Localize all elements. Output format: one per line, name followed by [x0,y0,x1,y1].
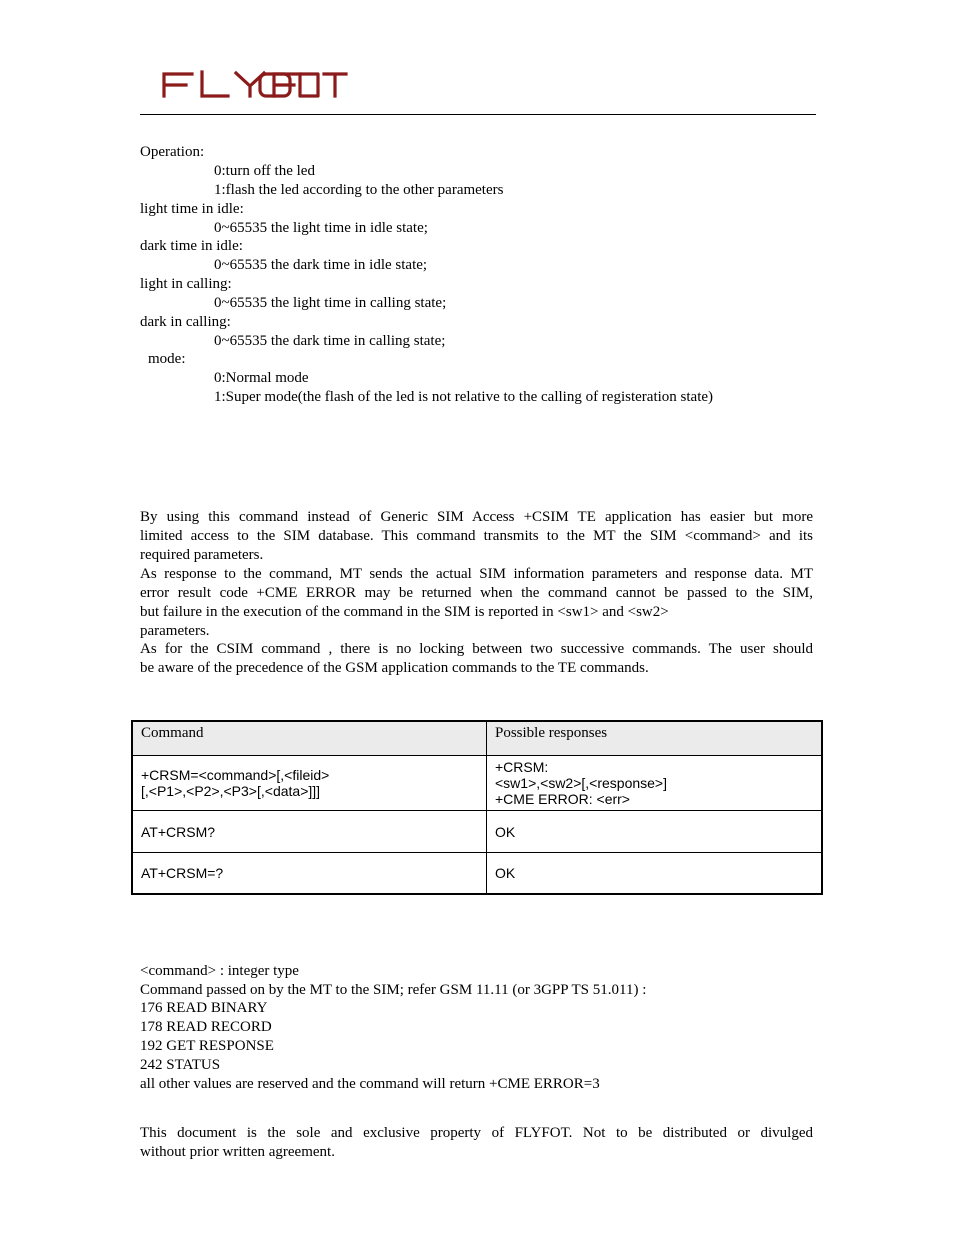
defined-value-line: 176 READ BINARY [140,1000,268,1016]
defined-value-line: 192 GET RESPONSE [140,1038,274,1054]
cell-line: <sw1>,<sw2>[,<response>] [495,775,667,791]
table-row [132,756,822,811]
parameter-line: Operation: [140,144,205,160]
table-row [132,853,822,894]
parameter-line: 0~65535 the light time in idle state; [214,220,428,236]
cell-line: +CRSM: [495,759,549,775]
parameter-line: 0:turn off the led [214,163,315,179]
flyfot-logo-tail [296,64,350,104]
command-cell: AT+CRSM? [132,811,487,853]
command-cell: AT+CRSM=? [132,853,487,894]
text-line: limited access to the SIM database. This command transmits to the MT the SIM <command> and its [140,528,813,544]
text-line: required parameters. [140,547,264,563]
text-line: but failure in the execution of the command in the SIM is reported in <sw1> and <sw2> [140,604,669,620]
description-paragraph-1 [140,508,813,565]
response-cell [487,756,823,811]
table-row [132,811,822,853]
parameter-line: 0:Normal mode [214,370,309,386]
parameter-line: 1:flash the led according to the other parameters [214,182,504,198]
flyfot-logo-o [256,64,300,104]
description-paragraph-2 [140,565,813,641]
text-line: parameters. [140,623,210,639]
parameter-line: light in calling: [140,276,232,292]
parameter-line: dark time in idle: [140,238,243,254]
cell-line: [,<P1>,<P2>,<P3>[,<data>]]] [141,783,321,799]
text-line: This document is the sole and exclusive property of FLYFOT. Not to be distributed or divulged [140,1125,813,1141]
parameter-line: 0~65535 the dark time in idle state; [214,257,428,273]
response-cell: OK [487,853,823,894]
text-line: error result code +CME ERROR may be returned when the command cannot be passed to the SIM, [140,585,813,601]
text-line: As response to the command, MT sends the actual SIM information parameters and response data. MT [140,566,813,582]
cell-line: +CME ERROR: <err> [495,791,630,807]
parameter-line: dark in calling: [140,314,231,330]
parameter-line: light time in idle: [140,201,244,217]
parameter-line: 1:Super mode(the flash of the led is not relative to the calling of registeration state) [214,389,714,405]
defined-value-line: Command passed on by the MT to the SIM; refer GSM 11.11 (or 3GPP TS 51.011) : [140,982,647,998]
header-command: Command [132,721,487,756]
text-line: be aware of the precedence of the GSM application commands to the TE commands. [140,660,649,676]
defined-value-line: <command> : integer type [140,963,299,979]
command-cell [132,756,487,811]
text-line: As for the CSIM command , there is no locking between two successive commands. The user should [140,641,813,657]
defined-value-line: all other values are reserved and the command will return +CME ERROR=3 [140,1076,600,1092]
header-responses: Possible responses [487,721,823,756]
defined-value-line: 178 READ RECORD [140,1019,272,1035]
parameter-line: 0~65535 the light time in calling state; [214,295,447,311]
defined-value-line: 242 STATUS [140,1057,221,1073]
description-paragraph-3 [140,640,813,678]
table-header-row [132,721,822,756]
parameter-line: 0~65535 the dark time in calling state; [214,333,446,349]
cell-line: +CRSM=<command>[,<fileid> [141,767,330,783]
response-cell: OK [487,811,823,853]
header-rule [140,114,816,115]
command-table [131,720,823,895]
parameter-line: mode: [148,351,186,367]
text-line: without prior written agreement. [140,1144,335,1160]
footer-notice [140,1124,813,1162]
text-line: By using this command instead of Generic SIM Access +CSIM TE application has easier but more [140,509,813,525]
